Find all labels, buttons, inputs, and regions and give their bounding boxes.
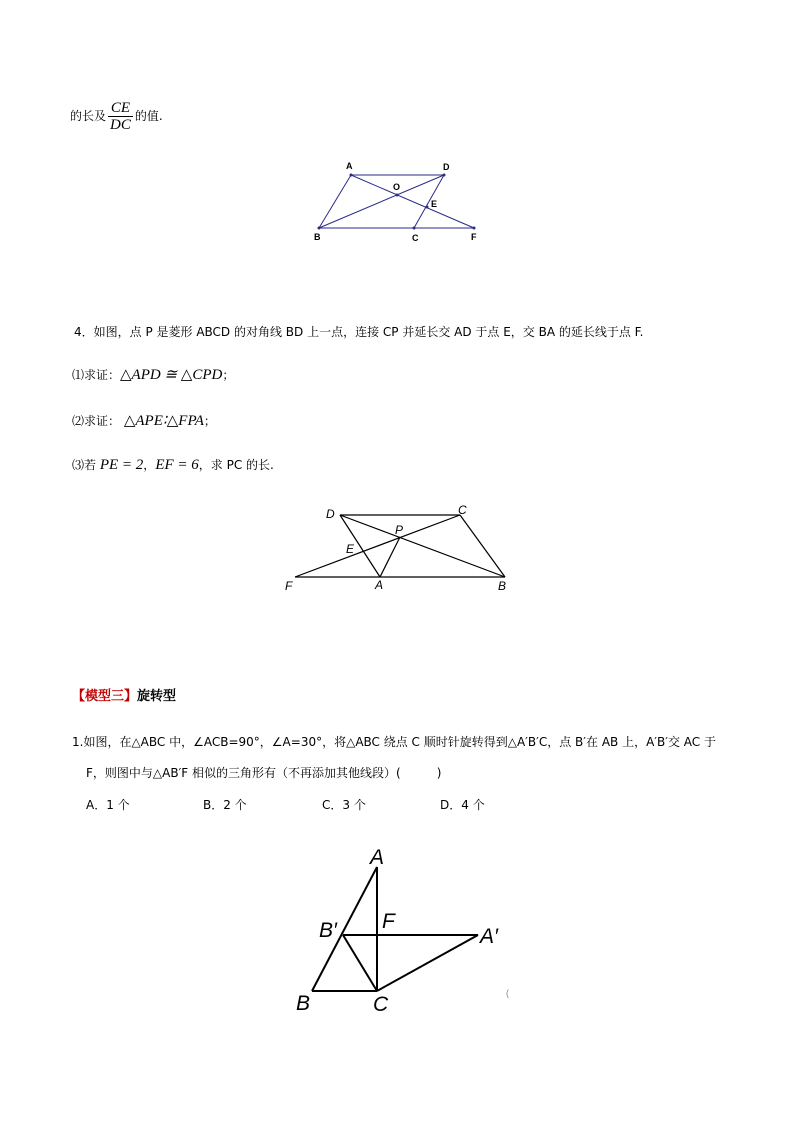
fraction-denominator: DC	[110, 116, 131, 133]
fig1-label-d: D	[443, 162, 450, 172]
top-line	[70, 98, 163, 134]
fig3-stray-mark: (	[506, 988, 509, 998]
fig3-label-f: F	[382, 910, 395, 933]
fig3-label-a-prime: A′	[480, 925, 498, 948]
section-bracket-close: 】	[124, 689, 138, 704]
q4-part2-prefix: ⑵求证：	[72, 414, 121, 428]
fig3-label-a: A	[370, 846, 385, 869]
q4-part1-suffix: ；	[222, 368, 235, 382]
q1-option-b: B．2 个	[203, 798, 247, 812]
q4-part3	[72, 457, 274, 473]
fig2-label-p: P	[395, 523, 404, 537]
section-bracket-open: 【	[72, 689, 86, 704]
fig1-label-a: A	[346, 161, 353, 171]
fig2-label-c: C	[458, 503, 467, 517]
fig1-label-f: F	[471, 232, 477, 242]
fraction-numerator: CE	[108, 100, 133, 117]
top-suffix: 的值.	[134, 109, 163, 123]
q1-option-d: D．4 个	[440, 798, 485, 812]
q1-option-a: A．1 个	[86, 798, 130, 812]
q4-part3-math1: PE = 2	[99, 457, 144, 473]
q1-line2: F，则图中与△AB′F 相似的三角形有（不再添加其他线段）( )	[86, 766, 442, 780]
figure-rotation	[280, 840, 540, 1020]
q4-part2-suffix: ；	[203, 414, 216, 428]
q1-line1: 1.如图，在△ABC 中，∠ACB=90°，∠A=30°，将△ABC 绕点 C 顺时针旋转得到△A′B′C，点 B′在 AB 上，A′B′交 AC 于	[72, 735, 716, 749]
section-title: 旋转型	[137, 689, 177, 704]
q4-part1-math: △APD ≅ △CPD	[120, 367, 223, 383]
q4-part3-math2: EF = 6	[155, 457, 199, 473]
q4-part2-math: △APE∶△FPA	[123, 413, 204, 429]
fraction-ce-dc	[108, 100, 133, 133]
top-prefix: 的长及	[70, 109, 107, 123]
fig1-label-b: B	[314, 232, 321, 242]
q4-part3-mid: ，	[143, 458, 156, 472]
figure-parallelogram	[300, 155, 500, 255]
fig1-label-e: E	[431, 199, 438, 209]
section-name: 模型三	[85, 689, 125, 704]
q4-part3-prefix: ⑶若	[72, 458, 97, 472]
section-heading	[72, 685, 176, 704]
fig2-label-a: A	[375, 578, 384, 592]
q4-part1-prefix: ⑴求证：	[72, 368, 121, 382]
fig3-label-c: C	[373, 993, 389, 1016]
q4-part1	[72, 367, 234, 383]
q4-stem: 4．如图，点 P 是菱形 ABCD 的对角线 BD 上一点，连接 CP 并延长交 AD 于点 E，交 BA 的延长线于点 F.	[74, 325, 644, 339]
fig1-label-c: C	[412, 233, 419, 243]
fig2-label-d: D	[326, 507, 335, 521]
fig1-label-o: O	[393, 182, 401, 192]
fig3-label-b: B	[296, 992, 311, 1015]
q4-part3-suffix: ，求 PC 的长.	[198, 458, 274, 472]
fig2-label-e: E	[346, 542, 355, 556]
q1-option-c: C．3 个	[322, 798, 366, 812]
figure-rhombus	[280, 500, 520, 600]
q4-part2	[72, 413, 216, 429]
fig3-label-b-prime: B′	[319, 919, 337, 942]
fig2-label-f: F	[285, 579, 293, 593]
fig2-label-b: B	[498, 579, 507, 593]
